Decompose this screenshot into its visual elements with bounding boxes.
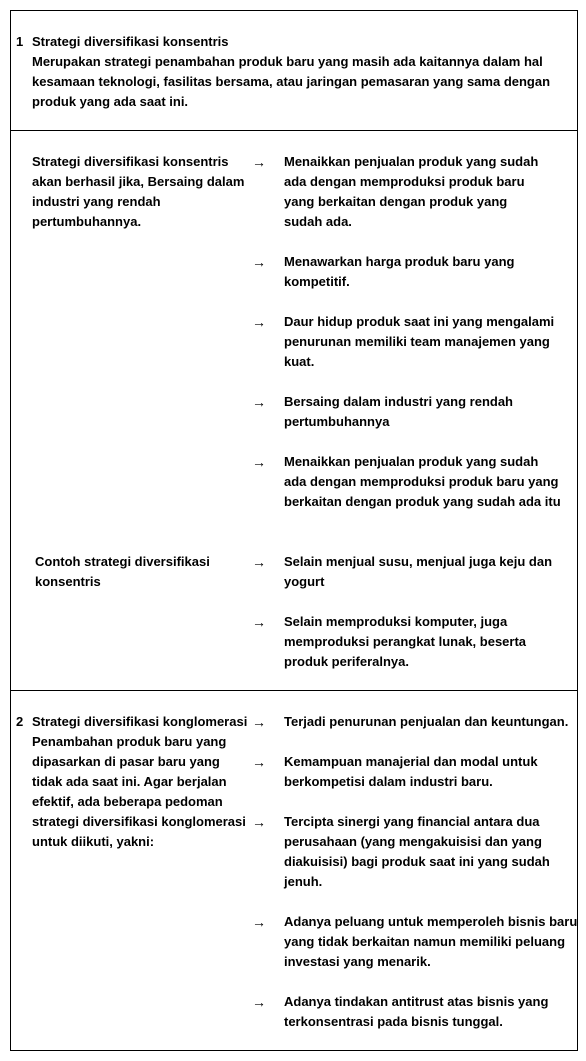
arrow-right-icon: → (252, 554, 266, 570)
example-item-line: Selain memproduksi komputer, juga (284, 614, 508, 629)
arrow-right-icon: → (252, 814, 266, 830)
arrow-right-icon: → (252, 394, 266, 410)
section2-label-line: dipasarkan di pasar baru yang (32, 754, 220, 769)
condition-item-line: Bersaing dalam industri yang rendah (284, 394, 513, 409)
arrow-right-icon: → (252, 614, 266, 630)
condition-item-line: Daur hidup produk saat ini yang mengalami (284, 314, 555, 329)
row-divider (10, 130, 578, 131)
section-description-line: Merupakan strategi penambahan produk baru yang masih ada kaitannya dalam hal (32, 54, 543, 69)
condition-item-line: kuat. (284, 354, 315, 369)
condition-item-line: sudah ada. (284, 214, 352, 229)
condition-item-line: yang berkaitan dengan produk yang (284, 194, 508, 209)
example-item-line: Selain menjual susu, menjual juga keju dan (284, 554, 553, 569)
condition-item-line: ada dengan memproduksi produk baru yang (284, 474, 559, 489)
arrow-right-icon: → (252, 254, 266, 270)
row-divider (10, 690, 578, 691)
condition-item-line: Menawarkan harga produk baru yang (284, 254, 515, 269)
guideline-item-line: Adanya tindakan antitrust atas bisnis yang (284, 994, 549, 1009)
guideline-item-line: berkompetisi dalam industri baru. (284, 774, 493, 789)
condition-item-line: ada dengan memproduksi produk baru (284, 174, 525, 189)
guideline-item-line: jenuh. (284, 874, 323, 889)
arrow-right-icon: → (252, 914, 266, 930)
arrow-right-icon: → (252, 714, 266, 730)
condition-item-line: pertumbuhannya (284, 414, 390, 429)
guideline-item-line: diakuisisi) bagi produk saat ini yang sudah (284, 854, 550, 869)
condition-item-line: Menaikkan penjualan produk yang sudah (284, 154, 539, 169)
example-label-line: Contoh strategi diversifikasi (35, 554, 210, 569)
condition-label-line: akan berhasil jika, Bersaing dalam (32, 174, 245, 189)
condition-item-line: berkaitan dengan produk yang sudah ada itu (284, 494, 561, 509)
guideline-item-line: terkonsentrasi pada bisnis tunggal. (284, 1014, 503, 1029)
arrow-right-icon: → (252, 314, 266, 330)
section2-label-line: untuk diikuti, yakni: (32, 834, 155, 849)
guideline-item-line: perusahaan (yang mengakuisisi dan yang (284, 834, 542, 849)
guideline-item-line: Tercipta sinergi yang financial antara dua (284, 814, 540, 829)
condition-label-line: industri yang rendah (32, 194, 161, 209)
guideline-item-line: Adanya peluang untuk memperoleh bisnis baru (284, 914, 578, 929)
condition-label-line: Strategi diversifikasi konsentris (32, 154, 229, 169)
section2-label-line: tidak ada saat ini. Agar berjalan (32, 774, 227, 789)
arrow-right-icon: → (252, 454, 266, 470)
condition-label-line: pertumbuhannya. (32, 214, 142, 229)
guideline-item-line: Kemampuan manajerial dan modal untuk (284, 754, 538, 769)
example-item-line: produk periferalnya. (284, 654, 409, 669)
example-item-line: yogurt (284, 574, 325, 589)
guideline-item-line: investasi yang menarik. (284, 954, 431, 969)
section-number: 2 (16, 714, 24, 729)
arrow-right-icon: → (252, 994, 266, 1010)
section2-label-line: Strategi diversifikasi konglomerasi (32, 714, 248, 729)
section2-label-line: Penambahan produk baru yang (32, 734, 227, 749)
guideline-item-line: Terjadi penurunan penjualan dan keuntungan. (284, 714, 569, 729)
condition-item-line: kompetitif. (284, 274, 350, 289)
arrow-right-icon: → (252, 154, 266, 170)
section2-label-line: efektif, ada beberapa pedoman (32, 794, 223, 809)
section-description-line: produk yang ada saat ini. (32, 94, 189, 109)
example-item-line: memproduksi perangkat lunak, beserta (284, 634, 527, 649)
section-title: Strategi diversifikasi konsentris (32, 34, 229, 49)
example-label-line: konsentris (35, 574, 101, 589)
guideline-item-line: yang tidak berkaitan namun memiliki peluang (284, 934, 566, 949)
section2-label-line: strategi diversifikasi konglomerasi (32, 814, 246, 829)
condition-item-line: penurunan memiliki team manajemen yang (284, 334, 550, 349)
condition-item-line: Menaikkan penjualan produk yang sudah (284, 454, 539, 469)
section-number: 1 (16, 34, 24, 49)
section-description-line: kesamaan teknologi, fasilitas bersama, atau jaringan pemasaran yang sama dengan (32, 74, 551, 89)
arrow-right-icon: → (252, 754, 266, 770)
